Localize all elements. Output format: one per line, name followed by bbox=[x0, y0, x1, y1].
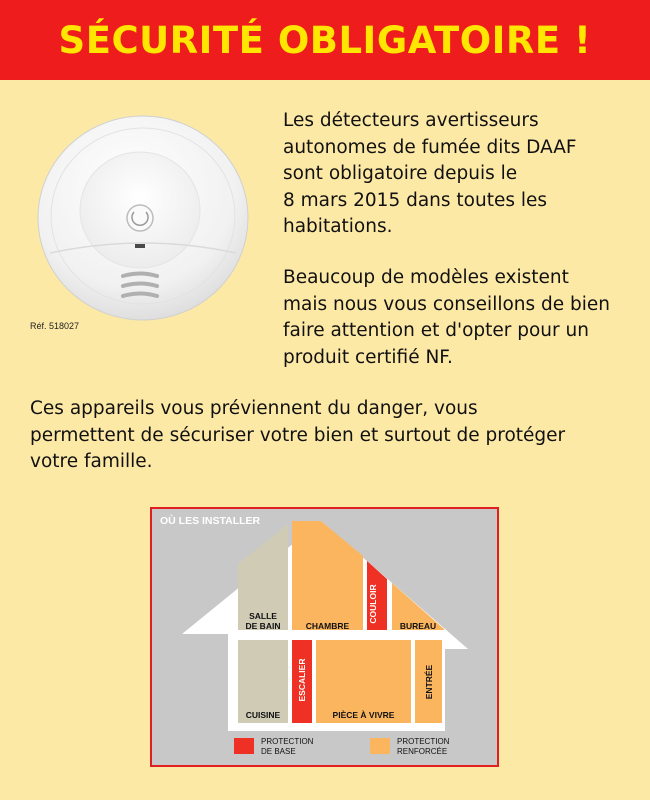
paragraph-line: sont obligatoire depuis le bbox=[283, 163, 518, 184]
label-chambre: CHAMBRE bbox=[305, 621, 350, 631]
smoke-detector-icon bbox=[28, 108, 268, 348]
paragraph-line: permettent de sécuriser votre bien et surtout de protéger bbox=[30, 424, 566, 446]
advice-paragraph bbox=[283, 265, 610, 371]
label-couloir: COULOIR bbox=[368, 584, 378, 624]
label-entree: ENTRÉE bbox=[424, 664, 434, 700]
label-escalier: ESCALIER bbox=[297, 658, 307, 702]
reference-label: Réf. 518027 bbox=[30, 321, 80, 331]
label-piece-a-vivre: PIÈCE À VIVRE bbox=[332, 710, 395, 720]
legend-label-renforcee: PROTECTION RENFORCÉE bbox=[397, 737, 450, 756]
paragraph-line: Beaucoup de modèles existent bbox=[283, 267, 569, 288]
legend-swatch-base bbox=[234, 738, 254, 754]
intro-paragraph bbox=[283, 108, 577, 241]
label-cuisine: CUISINE bbox=[245, 710, 281, 720]
paragraph-line: produit certifié NF. bbox=[283, 346, 453, 368]
paragraph-line: votre famille. bbox=[30, 451, 153, 472]
room-chambre bbox=[292, 521, 363, 630]
paragraph-line: Ces appareils vous préviennent du danger, vous bbox=[30, 398, 478, 419]
label-bureau: BUREAU bbox=[399, 621, 437, 631]
page-title: SÉCURITÉ OBLIGATOIRE ! bbox=[58, 18, 592, 62]
house-diagram bbox=[150, 507, 499, 767]
legend-swatch-renforcee bbox=[370, 738, 390, 754]
label-salle-de-bain: SALLE DE BAIN bbox=[245, 611, 281, 631]
paragraph-line: 8 mars 2015 dans toutes les bbox=[283, 189, 548, 211]
paragraph-line: Les détecteurs avertisseurs bbox=[283, 110, 539, 131]
paragraph-line: mais nous vous conseillons de bien bbox=[283, 293, 611, 315]
paragraph-line: autonomes de fumée dits DAAF bbox=[283, 136, 577, 158]
legend-label-base: PROTECTION DE BASE bbox=[261, 737, 314, 756]
diagram-title: OÙ LES INSTALLER bbox=[160, 515, 261, 527]
header-banner bbox=[0, 0, 650, 80]
paragraph-line: habitations. bbox=[283, 216, 393, 237]
paragraph-line: faire attention et d'opter pour un bbox=[283, 320, 589, 341]
house-outline bbox=[152, 509, 497, 765]
benefits-paragraph bbox=[30, 396, 565, 476]
